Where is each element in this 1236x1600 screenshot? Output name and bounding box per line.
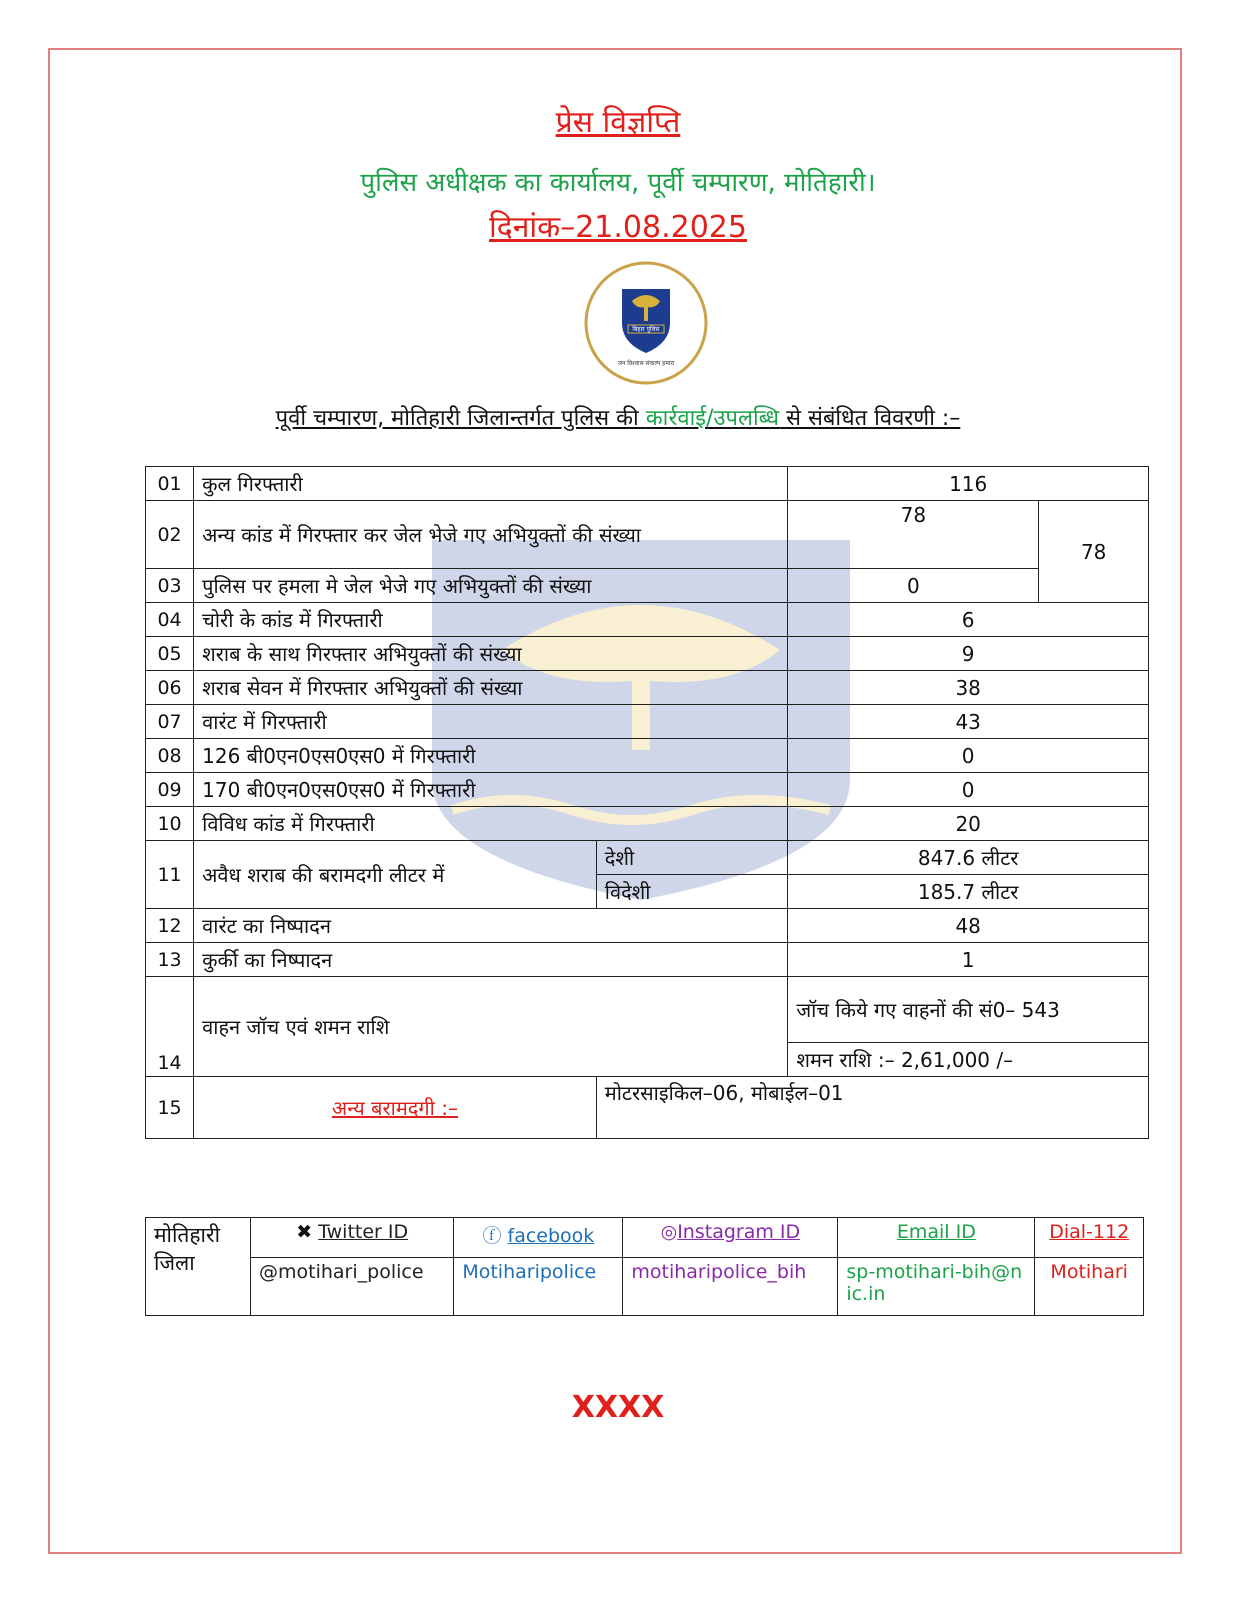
table-row: 13 कुर्की का निष्पादन 1 — [146, 943, 1149, 977]
instagram-header[interactable]: ◎Instagram ID — [623, 1218, 838, 1258]
table-row: शमन राशि :– 2,61,000 /– — [146, 1043, 1149, 1077]
logo-text: बिहार पुलिस — [632, 326, 660, 333]
facebook-header[interactable]: ⓕ facebook — [454, 1218, 623, 1258]
table-row: 05 शराब के साथ गिरफ्तार अभियुक्तों की संख्या 9 — [146, 637, 1149, 671]
district-label: मोतिहारी जिला — [146, 1218, 251, 1316]
twitter-header[interactable]: ✖ Twitter ID — [251, 1218, 454, 1258]
table-row: 04 चोरी के कांड में गिरफ्तारी 6 — [146, 603, 1149, 637]
subheading: पूर्वी चम्पारण, मोतिहारी जिलान्तर्गत पुलिस की कार्रवाई/उपलब्धि से संबंधित विवरणी :– — [275, 406, 961, 431]
achievement-table — [145, 466, 1149, 1139]
instagram-icon: ◎ — [660, 1221, 678, 1243]
table-row: 02 अन्य कांड में गिरफ्तार कर जेल भेजे गए अभियुक्तों की संख्या 78 78 — [146, 501, 1149, 569]
office-name: पुलिस अधीक्षक का कार्यालय, पूर्वी चम्पारण, मोतिहारी। — [360, 168, 876, 198]
x-icon: ✖ — [296, 1221, 313, 1243]
bihar-police-logo — [584, 261, 708, 385]
table-row: 03 पुलिस पर हमला मे जेल भेजे गए अभियुक्तों की संख्या 0 — [146, 569, 1149, 603]
table-row: 15 अन्य बरामदगी :– मोटरसाइकिल–06, मोबाईल–01 — [146, 1077, 1149, 1139]
logo-motto: जन विश्वास संकल्प हमारा — [617, 360, 675, 367]
press-release-title: प्रेस विज्ञप्ति — [555, 105, 681, 140]
twitter-value[interactable]: @motihari_police — [251, 1258, 454, 1316]
table-row: 06 शराब सेवन में गिरफ्तार अभियुक्तों की संख्या 38 — [146, 671, 1149, 705]
facebook-value[interactable]: Motiharipolice — [454, 1258, 623, 1316]
table-row: 14 वाहन जॉच एवं शमन राशि जॉच किये गए वाहनों की सं0– 543 — [146, 977, 1149, 1043]
email-value[interactable]: sp-motihari-bih@nic.in — [838, 1258, 1035, 1316]
contact-table — [145, 1217, 1144, 1316]
dial-header[interactable]: Dial-112 — [1035, 1218, 1144, 1258]
table-row: 12 वारंट का निष्पादन 48 — [146, 909, 1149, 943]
instagram-value[interactable]: motiharipolice_bih — [623, 1258, 838, 1316]
table-row: 08 126 बी0एन0एस0एस0 में गिरफ्तारी 0 — [146, 739, 1149, 773]
end-mark: XXXX — [571, 1390, 665, 1425]
table-row: विदेशी 185.7 लीटर — [146, 875, 1149, 909]
table-row: 09 170 बी0एन0एस0एस0 में गिरफ्तारी 0 — [146, 773, 1149, 807]
dial-value[interactable]: Motihari — [1035, 1258, 1144, 1316]
facebook-icon: ⓕ — [482, 1225, 502, 1247]
table-row: 11 अवैध शराब की बरामदगी लीटर में देशी 847.6 लीटर — [146, 841, 1149, 875]
email-header[interactable]: Email ID — [838, 1218, 1035, 1258]
table-row: 07 वारंट में गिरफ्तारी 43 — [146, 705, 1149, 739]
table-row: 01 कुल गिरफ्तारी 116 — [146, 467, 1149, 501]
table-row: 10 विविध कांड में गिरफ्तारी 20 — [146, 807, 1149, 841]
release-date: दिनांक–21.08.2025 — [489, 210, 747, 245]
